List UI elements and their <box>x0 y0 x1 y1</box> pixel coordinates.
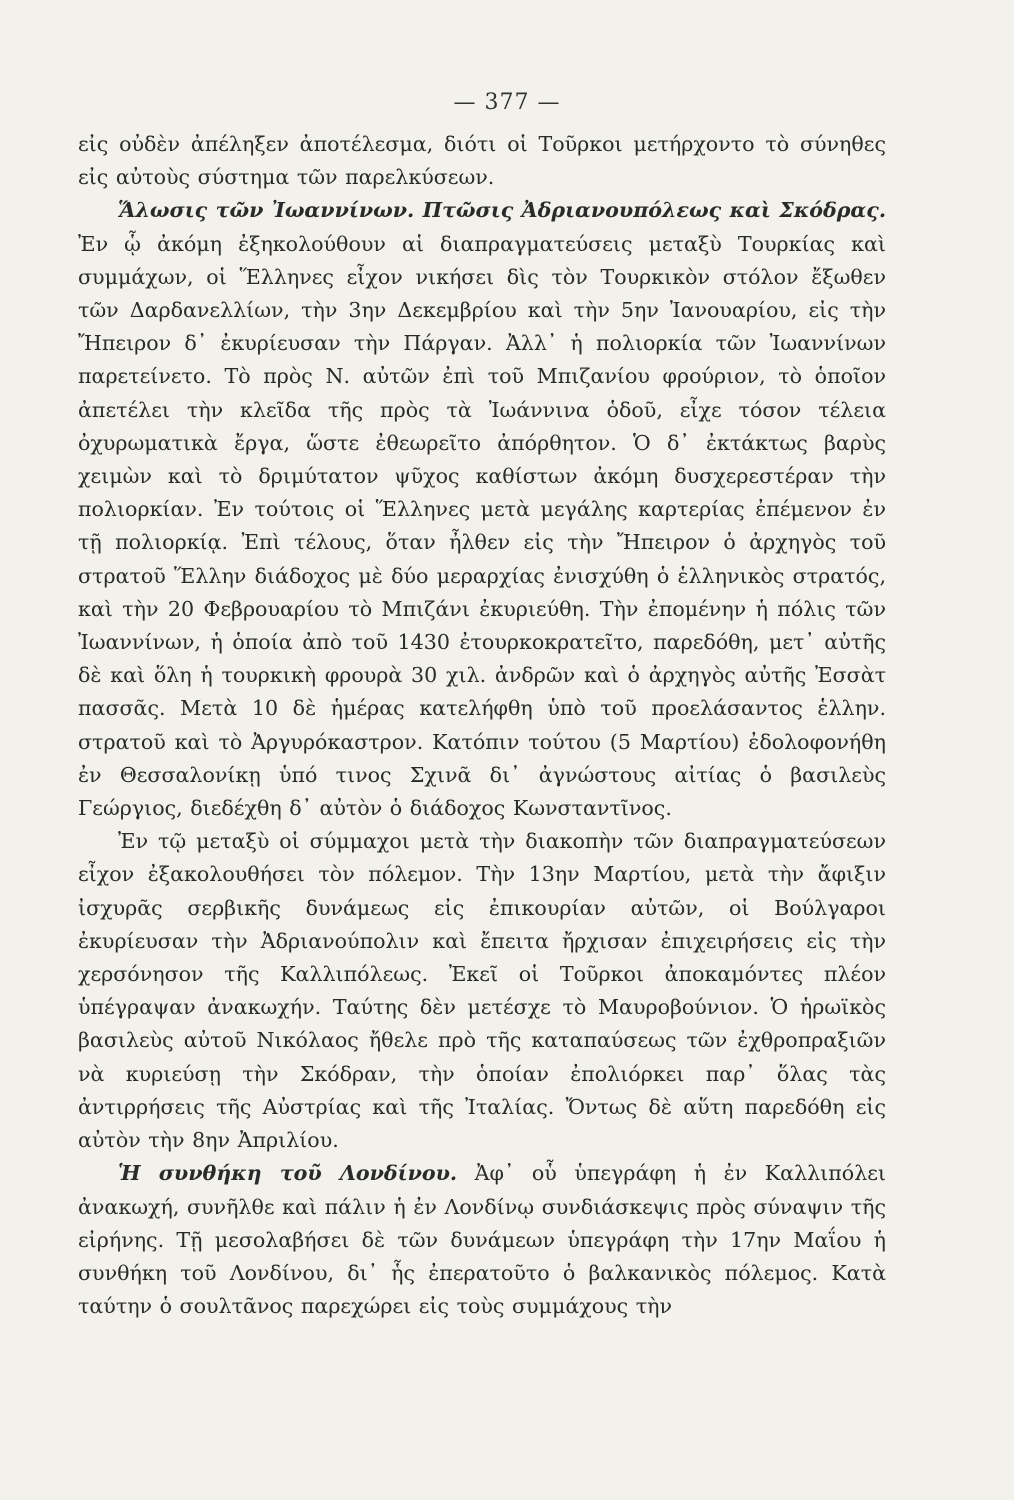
paragraph-text: εἰς οὐδὲν ἀπέληξεν ἀποτέλεσμα, διότι οἱ Τοῦρκοι μετήρχοντο τὸ σύνηθες εἰς αὐτοὺς σύστημα τῶν παρελκύσεων. <box>78 132 886 190</box>
paragraph-text: Ἐν τῷ μεταξὺ οἱ σύμμαχοι μετὰ τὴν διακοπὴν τῶν διαπραγματεύσεων εἶχον ἐξακολουθήσει τὸν πόλεμον. Τὴν 13ην Μαρτίου, μετὰ τὴν ἄφιξιν ἰσχυρᾶς σερβικῆς δυνάμεως εἰς ἐπικουρίαν αὐτῶν, οἱ Βούλγαροι ἐκυρίευσαν τὴν Ἀδριανούπολιν καὶ ἔπειτα ἤρχισαν ἐπιχειρήσεις εἰς τὴν χερσόνησον τῆς Καλλιπόλεως. Ἐκεῖ οἱ Τοῦρκοι ἀποκαμόντες πλέον ὑπέγραψαν ἀνακωχήν. Ταύτης δὲν μετέσχε τὸ Μαυροβούνιον. Ὁ ἡρωϊκὸς βασιλεὺς αὐτοῦ Νικόλαος ἤθελε πρὸ τῆς καταπαύσεως τῶν ἐχθροπραξιῶν νὰ κυριεύσῃ τὴν Σκόδραν, τὴν ὁποίαν ἐπολιόρκει παρ᾽ ὅλας τὰς ἀντιρρήσεις τῆς Αὐστρίας καὶ τῆς Ἰταλίας. Ὄντως δὲ αὕτη παρεδόθη εἰς αὐτὸν τὴν 8ην Ἀπριλίου. <box>78 829 886 1153</box>
paragraph-fall-of-ioannina <box>78 194 886 825</box>
paragraph-continuation <box>78 128 886 194</box>
paragraph-text: Ἐν ᾧ ἀκόμη ἐξηκολούθουν αἱ διαπραγματεύσεις μεταξὺ Τουρκίας καὶ συμμάχων, οἱ Ἕλληνες εἶχον νικήσει δὶς τὸν Τουρκικὸν στόλον ἔξωθεν τῶν Δαρδανελλίων, τὴν 3ην Δεκεμβρίου καὶ τὴν 5ην Ἰανουαρίου, εἰς τὴν Ἤπειρον δ᾽ ἐκυρίευσαν τὴν Πάργαν. Ἀλλ᾽ ἡ πολιορκία τῶν Ἰωαννίνων παρετείνετο. Τὸ πρὸς Ν. αὐτῶν ἐπὶ τοῦ Μπιζανίου φρούριον, τὸ ὁποῖον ἀπετέλει τὴν κλεῖδα τῆς πρὸς τὰ Ἰωάννινα ὁδοῦ, εἶχε τόσον τέλεια ὀχυρωματικὰ ἔργα, ὥστε ἐθεωρεῖτο ἀπόρθητον. Ὁ δ᾽ ἐκτάκτως βαρὺς χειμὼν καὶ τὸ δριμύτατον ψῦχος καθίστων ἀκόμη δυσχερεστέραν τὴν πολιορκίαν. Ἐν τούτοις οἱ Ἕλληνες μετὰ μεγάλης καρτερίας ἐπέμενον ἐν τῇ πολιορκίᾳ. Ἐπὶ τέλους, ὅταν ἦλθεν εἰς τὴν Ἤπειρον ὁ ἀρχηγὸς τοῦ στρατοῦ Ἕλλην διάδοχος μὲ δύο μεραρχίας ἐνισχύθη ὁ ἑλληνικὸς στρατός, καὶ τὴν 20 Φεβρουαρίου τὸ Μπιζάνι ἐκυριεύθη. Τὴν ἐπομένην ἡ πόλις τῶν Ἰωαννίνων, ἡ ὁποία ἀπὸ τοῦ 1430 ἐτουρκοκρατεῖτο, παρεδόθη, μετ᾽ αὐτῆς δὲ καὶ ὅλη ἡ τουρκικὴ φρουρὰ 30 χιλ. ἀνδρῶν καὶ ὁ ἀρχηγὸς αὐτῆς Ἐσσὰτ πασσᾶς. Μετὰ 10 δὲ ἡμέρας κατελήφθη ὑπὸ τοῦ προελάσαντος ἑλλην. στρατοῦ καὶ τὸ Ἀργυρόκαστρον. Κατόπιν τούτου (5 Μαρτίου) ἐδολοφονήθη ἐν Θεσσαλονίκῃ ὑπό τινος Σχινᾶ δι᾽ ἀγνώστους αἰτίας ὁ βασιλεὺς Γεώργιος, διεδέχθη δ᾽ αὐτὸν ὁ διάδοχος Κωνσταντῖνος. <box>78 231 886 821</box>
page-body <box>78 128 886 1323</box>
section-heading-fall-of-ioannina: Ἅλωσις τῶν Ἰωαννίνων. Πτῶσις Ἀδριανουπόλεως καὶ Σκόδρας. <box>118 198 886 223</box>
paragraph-text: Ἀφ᾽ οὗ ὑπεγράφη ἡ ἐν Καλλιπόλει ἀνακωχή, συνῆλθε καὶ πάλιν ἡ ἐν Λονδίνῳ συνδιάσκεψις πρὸς σύναψιν τῆς εἰρήνης. Τῇ μεσολαβήσει δὲ τῶν δυνάμεων ὑπεγράφη τὴν 17ην Μαΐου ἡ συνθήκη τοῦ Λονδίνου, δι᾽ ἧς ἐπερατοῦτο ὁ βαλκανικὸς πόλεμος. Κατὰ ταύτην ὁ σουλτᾶνος παρεχώρει εἰς τοὺς συμμάχους τὴν <box>78 1161 886 1319</box>
paragraph-treaty-of-london <box>78 1157 886 1323</box>
page-number: — 377 — <box>453 90 561 115</box>
paragraph-allies-war <box>78 825 886 1157</box>
section-heading-treaty-of-london: Ἡ συνθήκη τοῦ Λονδίνου. <box>118 1161 458 1186</box>
